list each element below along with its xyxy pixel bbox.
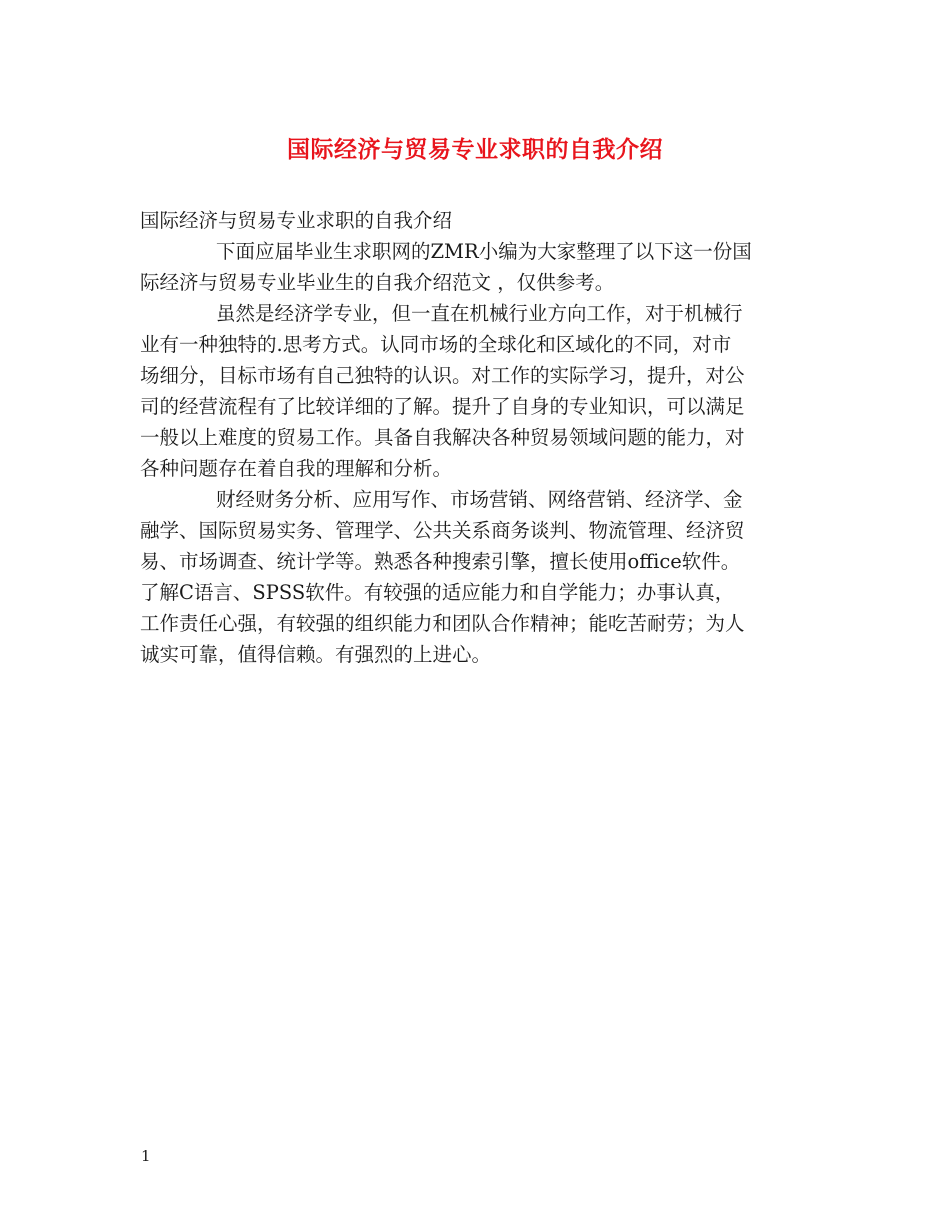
text-line: 易、市场调查、统计学等。熟悉各种搜索引擎，擅长使用office软件。 <box>140 550 741 573</box>
text-line: 财经财务分析、应用写作、市场营销、网络营销、经济学、金 <box>216 488 743 511</box>
document-title: 国际经济与贸易专业求职的自我介绍 <box>287 136 663 163</box>
text-line: 诚实可靠，值得信赖。有强烈的上进心。 <box>140 643 492 666</box>
document-body <box>140 205 830 670</box>
body-heading-line: 国际经济与贸易专业求职的自我介绍 <box>140 209 453 232</box>
text-line: 业有一种独特的.思考方式。认同市场的全球化和区域化的不同，对市 <box>140 333 732 356</box>
page-number: 1 <box>141 1147 151 1165</box>
text-line: 虽然是经济学专业，但一直在机械行业方向工作，对于机械行 <box>216 302 743 325</box>
text-line: 了解C语言、SPSS软件。有较强的适应能力和自学能力；办事认真， <box>140 581 735 604</box>
paragraph-lines <box>140 236 830 670</box>
text-line: 际经济与贸易专业毕业生的自我介绍范文 ，仅供参考。 <box>140 271 615 294</box>
text-line: 融学、国际贸易实务、管理学、公共关系商务谈判、物流管理、经济贸 <box>140 519 745 542</box>
text-line: 一般以上难度的贸易工作。具备自我解决各种贸易领域问题的能力，对 <box>140 426 745 449</box>
text-line: 各种问题存在着自我的理解和分析。 <box>140 457 453 480</box>
text-line: 司的经营流程有了比较详细的了解。提升了自身的专业知识，可以满足 <box>140 395 745 418</box>
text-line: 工作责任心强，有较强的组织能力和团队合作精神；能吃苦耐劳；为人 <box>140 612 745 635</box>
text-line: 下面应届毕业生求职网的ZMR小编为大家整理了以下这一份国 <box>216 240 752 263</box>
text-line: 场细分，目标市场有自己独特的认识。对工作的实际学习，提升，对公 <box>140 364 745 387</box>
